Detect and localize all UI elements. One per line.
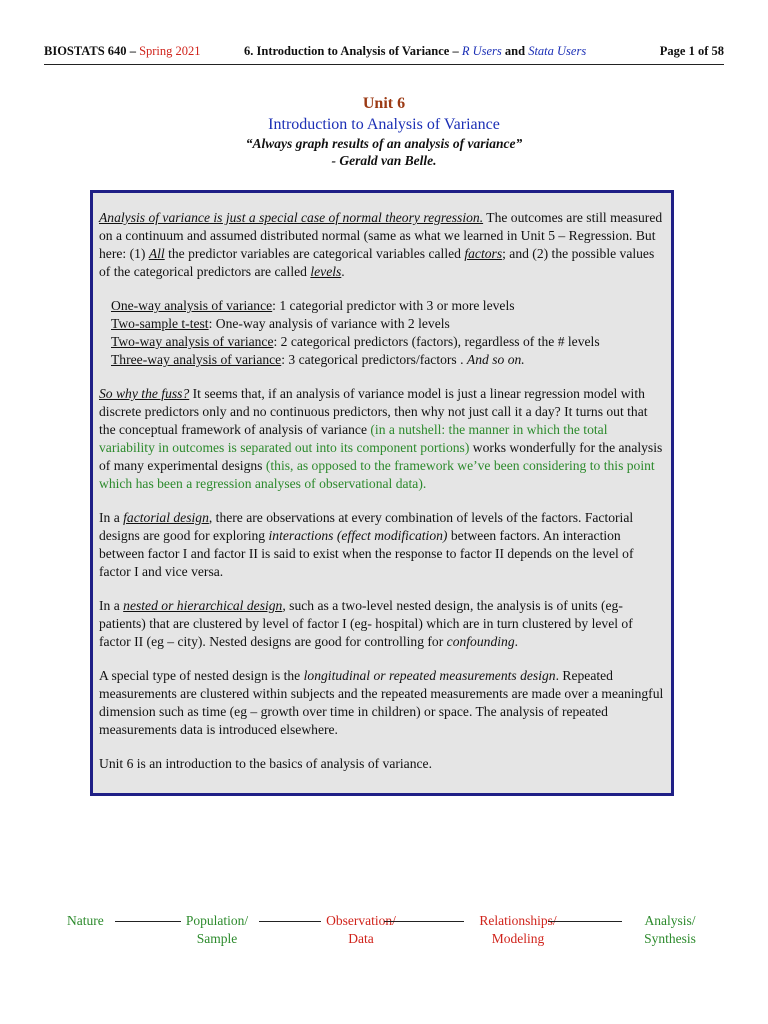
- stata-users-label: Stata Users: [528, 44, 587, 58]
- flow-label: Analysis/: [644, 913, 696, 928]
- paragraph-longitudinal: [99, 667, 665, 739]
- term-label: Spring 2021: [139, 44, 201, 58]
- flow-connector: [115, 921, 181, 922]
- nested-term: nested or hierarchical design: [123, 598, 283, 613]
- flow-connector: [259, 921, 321, 922]
- title-block: [0, 94, 768, 169]
- why-green-2: (this, as opposed to the framework we’ve been considering to this point which has been a regression analyses of observational data).: [99, 458, 655, 491]
- flow-label: Nature: [67, 913, 104, 928]
- flow-node-relationships: [470, 912, 566, 948]
- overview-box: [90, 190, 674, 796]
- flow-node-analysis: [632, 912, 708, 948]
- list-item: [111, 333, 665, 351]
- intro-text-d: .: [341, 264, 345, 279]
- page-header: [44, 44, 724, 65]
- list-desc: : 1 categorial predictor with 3 or more levels: [272, 298, 515, 313]
- longitudinal-text-b: . Repeated measurements are clustered within subjects and the repeated measurements are made over a meaningful dimension such as time (eg – growth over time in children) or space. The analysis of repeated measurements data is introduced elsewhere.: [99, 668, 664, 737]
- nested-text-c: .: [514, 634, 519, 649]
- flow-connector: [384, 921, 464, 922]
- list-item: [111, 351, 665, 369]
- intro-factors: factors: [464, 246, 503, 261]
- list-desc: : One-way analysis of variance with 2 levels: [208, 316, 450, 331]
- flow-label: Population/: [185, 913, 249, 928]
- unit-label: 6. Introduction to Analysis of Variance –: [244, 44, 462, 58]
- epigraph-author: - Gerald van Belle.: [331, 153, 437, 168]
- flow-label: Synthesis: [644, 931, 696, 946]
- paragraph-factorial: [99, 509, 665, 581]
- why-green-1: (in a nutshell: the manner in which the total variability in outcomes is separated out into its component portions): [99, 422, 608, 455]
- design-list: [111, 297, 665, 369]
- flow-label: Data: [348, 931, 374, 946]
- list-desc: : 2 categorical predictors (factors), regardless of the # levels: [273, 334, 600, 349]
- course-code: BIOSTATS 640: [44, 44, 127, 58]
- intro-text-a: The outcomes are still measured on a continuum and assumed distributed normal (same as what we learned in Unit 5 – Regression. But here: (1): [99, 210, 663, 261]
- flow-node-nature: [67, 912, 104, 930]
- flow-label: Sample: [196, 931, 238, 946]
- flow-label: Modeling: [491, 931, 545, 946]
- header-unit: [244, 44, 586, 59]
- flow-label: Observation/: [326, 913, 396, 928]
- header-course: [44, 44, 201, 59]
- factorial-term: factorial design: [123, 510, 209, 525]
- flow-node-observation: [315, 912, 407, 948]
- flow-connector: [548, 921, 622, 922]
- why-text-b: works wonderfully for the analysis of many experimental designs: [99, 440, 663, 473]
- nested-text-b: , such as a two-level nested design, the analysis is of units (eg-patients) that are clustered by level of factor I (eg- hospital) which are in turn clustered by level of factor II (eg – city). Nested designs are good for controlling for: [99, 598, 633, 649]
- paragraph-summary: Unit 6 is an introduction to the basics of analysis of variance.: [99, 756, 432, 771]
- flow-node-population: [181, 912, 253, 948]
- intro-levels: levels: [310, 264, 342, 279]
- list-term: Two-sample t-test: [111, 316, 209, 331]
- and-label: and: [501, 44, 529, 58]
- list-desc: : 3 categorical predictors/factors .: [281, 352, 467, 367]
- nested-text-a: In a: [99, 598, 124, 613]
- longitudinal-term: longitudinal or repeated measurements design: [303, 668, 556, 683]
- header-dash: –: [126, 44, 140, 58]
- factorial-text-a: In a: [99, 510, 124, 525]
- flow-label: Relationships/: [479, 913, 557, 928]
- why-text-a: It seems that, if an analysis of variance model is just a linear regression model with discrete predictors only and no continuous predictors, then why not just call it a day? It turns out that the conceptual framework of analysis of variance: [99, 386, 648, 437]
- intro-text-b: the predictor variables are categorical variables called: [164, 246, 465, 261]
- longitudinal-text-a: A special type of nested design is the: [99, 668, 304, 683]
- paragraph-intro: [99, 209, 665, 281]
- list-item: [111, 297, 665, 315]
- list-tail: And so on.: [466, 352, 525, 367]
- list-term: One-way analysis of variance: [111, 298, 273, 313]
- unit-title: Unit 6: [362, 95, 406, 112]
- intro-text-c: ; and (2) the possible values of the categorical predictors are called: [99, 246, 655, 279]
- intro-all: All: [148, 246, 165, 261]
- paragraph-why-fuss: [99, 385, 665, 493]
- r-users-label: R Users: [461, 44, 502, 58]
- factorial-interactions: interactions (effect modification): [268, 528, 448, 543]
- workflow-diagram: [0, 910, 768, 960]
- factorial-text-c: between factors. An interaction between factor I and factor II is said to exist when the response to factor II depends on the level of factor I and vice versa.: [99, 528, 634, 579]
- list-term: Three-way analysis of variance: [111, 352, 282, 367]
- intro-lead: Analysis of variance is just a special case of normal theory regression.: [99, 210, 484, 225]
- list-term: Two-way analysis of variance: [111, 334, 274, 349]
- epigraph-quote: “Always graph results of an analysis of variance”: [245, 136, 523, 151]
- list-item: [111, 315, 665, 333]
- factorial-text-b: , there are observations at every combination of levels of the factors. Factorial designs are good for exploring: [99, 510, 634, 543]
- paragraph-nested: [99, 597, 665, 651]
- why-lead: So why the fuss?: [99, 386, 190, 401]
- page-number: Page 1 of 58: [659, 44, 724, 58]
- unit-subtitle: Introduction to Analysis of Variance: [268, 116, 500, 133]
- nested-confounding: confounding: [446, 634, 515, 649]
